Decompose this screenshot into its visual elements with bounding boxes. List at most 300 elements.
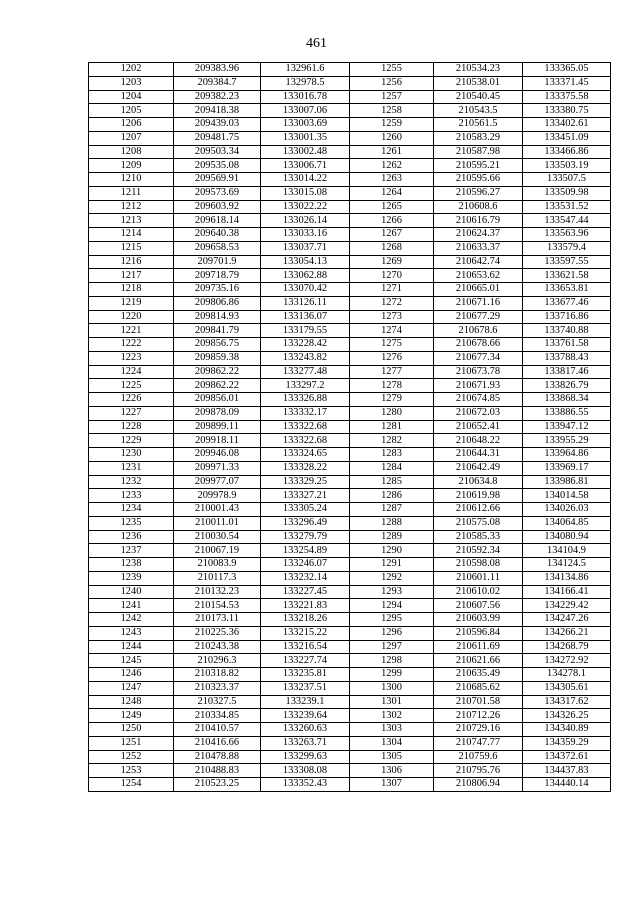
point-number-left-cell: 1223	[89, 351, 174, 365]
x-coordinate-right-cell: 210561.5	[434, 118, 523, 132]
table-row	[89, 200, 611, 214]
x-coordinate-right-cell: 210619.98	[434, 489, 523, 503]
x-coordinate-left-cell: 209481.75	[174, 131, 261, 145]
x-coordinate-left-cell: 209640.38	[174, 228, 261, 242]
y-coordinate-right-cell: 133621.58	[523, 269, 611, 283]
table-row	[89, 63, 611, 77]
x-coordinate-right-cell: 210534.23	[434, 63, 523, 77]
x-coordinate-left-cell: 210334.85	[174, 709, 261, 723]
y-coordinate-left-cell: 133054.13	[261, 255, 350, 269]
coordinates-table	[88, 62, 611, 792]
y-coordinate-right-cell: 133579.4	[523, 241, 611, 255]
table-row	[89, 613, 611, 627]
x-coordinate-right-cell: 210648.22	[434, 434, 523, 448]
point-number-left-cell: 1242	[89, 613, 174, 627]
x-coordinate-right-cell: 210634.8	[434, 475, 523, 489]
x-coordinate-right-cell: 210607.56	[434, 599, 523, 613]
x-coordinate-right-cell: 210712.26	[434, 709, 523, 723]
x-coordinate-left-cell: 209859.38	[174, 351, 261, 365]
table-row	[89, 448, 611, 462]
y-coordinate-right-cell: 134340.89	[523, 723, 611, 737]
point-number-left-cell: 1227	[89, 406, 174, 420]
table-row	[89, 379, 611, 393]
table-row	[89, 681, 611, 695]
y-coordinate-left-cell: 133263.71	[261, 736, 350, 750]
y-coordinate-left-cell: 133126.11	[261, 296, 350, 310]
point-number-left-cell: 1208	[89, 145, 174, 159]
x-coordinate-right-cell: 210677.34	[434, 351, 523, 365]
y-coordinate-right-cell: 133597.55	[523, 255, 611, 269]
table-row	[89, 159, 611, 173]
y-coordinate-left-cell: 132961.6	[261, 63, 350, 77]
y-coordinate-right-cell: 133503.19	[523, 159, 611, 173]
y-coordinate-right-cell: 133653.81	[523, 283, 611, 297]
x-coordinate-right-cell: 210644.31	[434, 448, 523, 462]
y-coordinate-right-cell: 133868.34	[523, 393, 611, 407]
point-number-right-cell: 1295	[350, 613, 434, 627]
point-number-right-cell: 1260	[350, 131, 434, 145]
x-coordinate-right-cell: 210701.58	[434, 695, 523, 709]
y-coordinate-left-cell: 133006.71	[261, 159, 350, 173]
y-coordinate-left-cell: 133022.22	[261, 200, 350, 214]
table-row	[89, 351, 611, 365]
table-row	[89, 90, 611, 104]
x-coordinate-right-cell: 210677.29	[434, 310, 523, 324]
point-number-left-cell: 1210	[89, 173, 174, 187]
point-number-right-cell: 1287	[350, 503, 434, 517]
point-number-left-cell: 1248	[89, 695, 174, 709]
x-coordinate-right-cell: 210596.27	[434, 186, 523, 200]
point-number-left-cell: 1231	[89, 461, 174, 475]
point-number-right-cell: 1262	[350, 159, 434, 173]
y-coordinate-right-cell: 134305.61	[523, 681, 611, 695]
point-number-left-cell: 1252	[89, 750, 174, 764]
y-coordinate-right-cell: 134372.61	[523, 750, 611, 764]
x-coordinate-left-cell: 210523.25	[174, 778, 261, 792]
y-coordinate-right-cell: 133761.58	[523, 338, 611, 352]
point-number-left-cell: 1235	[89, 516, 174, 530]
y-coordinate-right-cell: 134440.14	[523, 778, 611, 792]
x-coordinate-right-cell: 210633.37	[434, 241, 523, 255]
y-coordinate-right-cell: 133375.58	[523, 90, 611, 104]
y-coordinate-right-cell: 133563.96	[523, 228, 611, 242]
point-number-right-cell: 1289	[350, 530, 434, 544]
point-number-left-cell: 1205	[89, 104, 174, 118]
point-number-left-cell: 1243	[89, 626, 174, 640]
point-number-right-cell: 1299	[350, 668, 434, 682]
point-number-left-cell: 1251	[89, 736, 174, 750]
point-number-left-cell: 1213	[89, 214, 174, 228]
point-number-left-cell: 1250	[89, 723, 174, 737]
point-number-left-cell: 1228	[89, 420, 174, 434]
point-number-right-cell: 1256	[350, 76, 434, 90]
table-row	[89, 310, 611, 324]
point-number-right-cell: 1292	[350, 571, 434, 585]
y-coordinate-left-cell: 133243.82	[261, 351, 350, 365]
x-coordinate-left-cell: 209862.22	[174, 365, 261, 379]
y-coordinate-left-cell: 133326.88	[261, 393, 350, 407]
x-coordinate-right-cell: 210635.49	[434, 668, 523, 682]
x-coordinate-right-cell: 210598.08	[434, 558, 523, 572]
table-row	[89, 489, 611, 503]
point-number-left-cell: 1240	[89, 585, 174, 599]
y-coordinate-right-cell: 133986.81	[523, 475, 611, 489]
y-coordinate-left-cell: 133297.2	[261, 379, 350, 393]
table-row	[89, 461, 611, 475]
point-number-right-cell: 1300	[350, 681, 434, 695]
y-coordinate-right-cell: 133955.29	[523, 434, 611, 448]
x-coordinate-right-cell: 210759.6	[434, 750, 523, 764]
point-number-right-cell: 1266	[350, 214, 434, 228]
coordinates-table-body	[89, 63, 611, 792]
y-coordinate-right-cell: 134124.5	[523, 558, 611, 572]
x-coordinate-right-cell: 210806.94	[434, 778, 523, 792]
y-coordinate-right-cell: 133969.17	[523, 461, 611, 475]
y-coordinate-left-cell: 133296.49	[261, 516, 350, 530]
y-coordinate-right-cell: 133826.79	[523, 379, 611, 393]
point-number-right-cell: 1304	[350, 736, 434, 750]
point-number-right-cell: 1278	[350, 379, 434, 393]
y-coordinate-right-cell: 134272.92	[523, 654, 611, 668]
table-row	[89, 750, 611, 764]
y-coordinate-left-cell: 133322.68	[261, 434, 350, 448]
y-coordinate-left-cell: 133322.68	[261, 420, 350, 434]
x-coordinate-right-cell: 210611.69	[434, 640, 523, 654]
table-row	[89, 585, 611, 599]
y-coordinate-right-cell: 134080.94	[523, 530, 611, 544]
x-coordinate-left-cell: 209735.16	[174, 283, 261, 297]
y-coordinate-right-cell: 133466.86	[523, 145, 611, 159]
x-coordinate-left-cell: 210083.9	[174, 558, 261, 572]
y-coordinate-right-cell: 134014.58	[523, 489, 611, 503]
point-number-right-cell: 1276	[350, 351, 434, 365]
x-coordinate-left-cell: 209856.75	[174, 338, 261, 352]
x-coordinate-right-cell: 210674.85	[434, 393, 523, 407]
x-coordinate-left-cell: 209603.92	[174, 200, 261, 214]
x-coordinate-left-cell: 210478.88	[174, 750, 261, 764]
point-number-right-cell: 1267	[350, 228, 434, 242]
point-number-right-cell: 1290	[350, 544, 434, 558]
point-number-left-cell: 1218	[89, 283, 174, 297]
point-number-left-cell: 1232	[89, 475, 174, 489]
x-coordinate-left-cell: 209899.11	[174, 420, 261, 434]
y-coordinate-left-cell: 133216.54	[261, 640, 350, 654]
x-coordinate-left-cell: 209918.11	[174, 434, 261, 448]
y-coordinate-right-cell: 134359.29	[523, 736, 611, 750]
point-number-right-cell: 1286	[350, 489, 434, 503]
table-row	[89, 434, 611, 448]
y-coordinate-left-cell: 133254.89	[261, 544, 350, 558]
y-coordinate-right-cell: 133740.88	[523, 324, 611, 338]
point-number-right-cell: 1268	[350, 241, 434, 255]
point-number-left-cell: 1220	[89, 310, 174, 324]
y-coordinate-left-cell: 133007.06	[261, 104, 350, 118]
point-number-right-cell: 1307	[350, 778, 434, 792]
x-coordinate-right-cell: 210575.08	[434, 516, 523, 530]
y-coordinate-left-cell: 133015.08	[261, 186, 350, 200]
point-number-left-cell: 1212	[89, 200, 174, 214]
x-coordinate-left-cell: 210117.3	[174, 571, 261, 585]
point-number-left-cell: 1217	[89, 269, 174, 283]
point-number-left-cell: 1216	[89, 255, 174, 269]
point-number-right-cell: 1282	[350, 434, 434, 448]
x-coordinate-left-cell: 210001.43	[174, 503, 261, 517]
table-row	[89, 104, 611, 118]
point-number-left-cell: 1239	[89, 571, 174, 585]
point-number-right-cell: 1302	[350, 709, 434, 723]
x-coordinate-right-cell: 210665.01	[434, 283, 523, 297]
x-coordinate-right-cell: 210603.99	[434, 613, 523, 627]
table-row	[89, 269, 611, 283]
y-coordinate-right-cell: 133788.43	[523, 351, 611, 365]
x-coordinate-left-cell: 209971.33	[174, 461, 261, 475]
y-coordinate-left-cell: 133235.81	[261, 668, 350, 682]
point-number-right-cell: 1291	[350, 558, 434, 572]
x-coordinate-left-cell: 209806.86	[174, 296, 261, 310]
x-coordinate-left-cell: 209718.79	[174, 269, 261, 283]
x-coordinate-left-cell: 209569.91	[174, 173, 261, 187]
point-number-right-cell: 1258	[350, 104, 434, 118]
point-number-left-cell: 1226	[89, 393, 174, 407]
point-number-left-cell: 1241	[89, 599, 174, 613]
x-coordinate-left-cell: 209978.9	[174, 489, 261, 503]
point-number-left-cell: 1244	[89, 640, 174, 654]
y-coordinate-left-cell: 133352.43	[261, 778, 350, 792]
table-row	[89, 626, 611, 640]
x-coordinate-right-cell: 210595.66	[434, 173, 523, 187]
point-number-right-cell: 1298	[350, 654, 434, 668]
x-coordinate-left-cell: 210488.83	[174, 764, 261, 778]
x-coordinate-right-cell: 210678.66	[434, 338, 523, 352]
y-coordinate-left-cell: 133218.26	[261, 613, 350, 627]
x-coordinate-left-cell: 209383.96	[174, 63, 261, 77]
point-number-left-cell: 1225	[89, 379, 174, 393]
point-number-left-cell: 1221	[89, 324, 174, 338]
y-coordinate-right-cell: 133371.45	[523, 76, 611, 90]
point-number-right-cell: 1275	[350, 338, 434, 352]
table-row	[89, 76, 611, 90]
point-number-right-cell: 1285	[350, 475, 434, 489]
y-coordinate-right-cell: 134268.79	[523, 640, 611, 654]
table-row	[89, 475, 611, 489]
table-row	[89, 406, 611, 420]
table-row	[89, 255, 611, 269]
point-number-left-cell: 1234	[89, 503, 174, 517]
y-coordinate-left-cell: 133227.74	[261, 654, 350, 668]
table-row	[89, 599, 611, 613]
y-coordinate-left-cell: 133279.79	[261, 530, 350, 544]
x-coordinate-left-cell: 209418.38	[174, 104, 261, 118]
point-number-right-cell: 1263	[350, 173, 434, 187]
x-coordinate-left-cell: 209658.53	[174, 241, 261, 255]
table-row	[89, 736, 611, 750]
point-number-right-cell: 1261	[350, 145, 434, 159]
point-number-right-cell: 1297	[350, 640, 434, 654]
y-coordinate-left-cell: 133246.07	[261, 558, 350, 572]
table-row	[89, 296, 611, 310]
y-coordinate-left-cell: 133239.64	[261, 709, 350, 723]
y-coordinate-left-cell: 133003.69	[261, 118, 350, 132]
table-row	[89, 503, 611, 517]
table-row	[89, 668, 611, 682]
point-number-right-cell: 1305	[350, 750, 434, 764]
point-number-left-cell: 1219	[89, 296, 174, 310]
point-number-right-cell: 1296	[350, 626, 434, 640]
y-coordinate-left-cell: 133299.63	[261, 750, 350, 764]
x-coordinate-left-cell: 210067.19	[174, 544, 261, 558]
x-coordinate-left-cell: 210030.54	[174, 530, 261, 544]
point-number-right-cell: 1306	[350, 764, 434, 778]
y-coordinate-left-cell: 133033.16	[261, 228, 350, 242]
y-coordinate-left-cell: 133001.35	[261, 131, 350, 145]
y-coordinate-right-cell: 133380.75	[523, 104, 611, 118]
point-number-right-cell: 1279	[350, 393, 434, 407]
table-row	[89, 420, 611, 434]
x-coordinate-right-cell: 210685.62	[434, 681, 523, 695]
x-coordinate-left-cell: 209814.93	[174, 310, 261, 324]
y-coordinate-right-cell: 133817.46	[523, 365, 611, 379]
y-coordinate-right-cell: 134317.62	[523, 695, 611, 709]
x-coordinate-right-cell: 210673.78	[434, 365, 523, 379]
x-coordinate-right-cell: 210587.98	[434, 145, 523, 159]
y-coordinate-right-cell: 134229.42	[523, 599, 611, 613]
x-coordinate-right-cell: 210747.77	[434, 736, 523, 750]
x-coordinate-left-cell: 209618.14	[174, 214, 261, 228]
point-number-right-cell: 1281	[350, 420, 434, 434]
y-coordinate-left-cell: 133215.22	[261, 626, 350, 640]
table-row	[89, 131, 611, 145]
point-number-left-cell: 1247	[89, 681, 174, 695]
y-coordinate-right-cell: 134326.25	[523, 709, 611, 723]
y-coordinate-left-cell: 133221.83	[261, 599, 350, 613]
table-row	[89, 173, 611, 187]
x-coordinate-right-cell: 210624.37	[434, 228, 523, 242]
point-number-right-cell: 1280	[350, 406, 434, 420]
y-coordinate-left-cell: 133308.08	[261, 764, 350, 778]
table-row	[89, 709, 611, 723]
point-number-left-cell: 1206	[89, 118, 174, 132]
point-number-right-cell: 1293	[350, 585, 434, 599]
x-coordinate-left-cell: 209878.09	[174, 406, 261, 420]
x-coordinate-right-cell: 210612.66	[434, 503, 523, 517]
x-coordinate-right-cell: 210678.6	[434, 324, 523, 338]
point-number-left-cell: 1233	[89, 489, 174, 503]
y-coordinate-right-cell: 133451.09	[523, 131, 611, 145]
y-coordinate-right-cell: 133964.86	[523, 448, 611, 462]
y-coordinate-left-cell: 133232.14	[261, 571, 350, 585]
point-number-right-cell: 1255	[350, 63, 434, 77]
y-coordinate-left-cell: 133014.22	[261, 173, 350, 187]
y-coordinate-left-cell: 133002.48	[261, 145, 350, 159]
x-coordinate-left-cell: 209503.34	[174, 145, 261, 159]
table-row	[89, 723, 611, 737]
table-row	[89, 338, 611, 352]
x-coordinate-left-cell: 209977.07	[174, 475, 261, 489]
y-coordinate-left-cell: 133227.45	[261, 585, 350, 599]
y-coordinate-right-cell: 134278.1	[523, 668, 611, 682]
x-coordinate-right-cell: 210596.84	[434, 626, 523, 640]
point-number-right-cell: 1303	[350, 723, 434, 737]
table-row	[89, 544, 611, 558]
table-row	[89, 558, 611, 572]
x-coordinate-left-cell: 209701.9	[174, 255, 261, 269]
point-number-left-cell: 1237	[89, 544, 174, 558]
y-coordinate-right-cell: 133677.46	[523, 296, 611, 310]
point-number-left-cell: 1253	[89, 764, 174, 778]
y-coordinate-right-cell: 134064.85	[523, 516, 611, 530]
x-coordinate-left-cell: 210327.5	[174, 695, 261, 709]
x-coordinate-right-cell: 210616.79	[434, 214, 523, 228]
x-coordinate-left-cell: 210296.3	[174, 654, 261, 668]
y-coordinate-right-cell: 133402.61	[523, 118, 611, 132]
x-coordinate-right-cell: 210540.45	[434, 90, 523, 104]
point-number-left-cell: 1249	[89, 709, 174, 723]
page-number: 461	[306, 36, 327, 51]
y-coordinate-right-cell: 133886.55	[523, 406, 611, 420]
table-row	[89, 516, 611, 530]
x-coordinate-right-cell: 210642.74	[434, 255, 523, 269]
x-coordinate-left-cell: 209862.22	[174, 379, 261, 393]
x-coordinate-right-cell: 210610.02	[434, 585, 523, 599]
x-coordinate-left-cell: 210154.53	[174, 599, 261, 613]
table-row	[89, 530, 611, 544]
y-coordinate-left-cell: 133070.42	[261, 283, 350, 297]
table-row	[89, 640, 611, 654]
table-row	[89, 228, 611, 242]
point-number-right-cell: 1259	[350, 118, 434, 132]
x-coordinate-right-cell: 210652.41	[434, 420, 523, 434]
table-row	[89, 118, 611, 132]
y-coordinate-left-cell: 133332.17	[261, 406, 350, 420]
point-number-right-cell: 1271	[350, 283, 434, 297]
x-coordinate-right-cell: 210729.16	[434, 723, 523, 737]
x-coordinate-left-cell: 210225.36	[174, 626, 261, 640]
y-coordinate-right-cell: 133547.44	[523, 214, 611, 228]
point-number-left-cell: 1209	[89, 159, 174, 173]
y-coordinate-left-cell: 133026.14	[261, 214, 350, 228]
point-number-right-cell: 1265	[350, 200, 434, 214]
x-coordinate-right-cell: 210592.34	[434, 544, 523, 558]
y-coordinate-left-cell: 133305.24	[261, 503, 350, 517]
y-coordinate-right-cell: 134026.03	[523, 503, 611, 517]
y-coordinate-left-cell: 133328.22	[261, 461, 350, 475]
y-coordinate-right-cell: 134134.86	[523, 571, 611, 585]
table-row	[89, 283, 611, 297]
y-coordinate-right-cell: 134247.26	[523, 613, 611, 627]
point-number-right-cell: 1273	[350, 310, 434, 324]
point-number-right-cell: 1277	[350, 365, 434, 379]
point-number-right-cell: 1283	[350, 448, 434, 462]
point-number-left-cell: 1214	[89, 228, 174, 242]
x-coordinate-left-cell: 209535.08	[174, 159, 261, 173]
x-coordinate-right-cell: 210642.49	[434, 461, 523, 475]
y-coordinate-left-cell: 133062.88	[261, 269, 350, 283]
point-number-left-cell: 1215	[89, 241, 174, 255]
point-number-right-cell: 1269	[350, 255, 434, 269]
y-coordinate-right-cell: 133507.5	[523, 173, 611, 187]
point-number-left-cell: 1211	[89, 186, 174, 200]
x-coordinate-right-cell: 210608.6	[434, 200, 523, 214]
x-coordinate-left-cell: 210323.37	[174, 681, 261, 695]
y-coordinate-left-cell: 133179.55	[261, 324, 350, 338]
point-number-left-cell: 1230	[89, 448, 174, 462]
point-number-left-cell: 1202	[89, 63, 174, 77]
point-number-right-cell: 1264	[350, 186, 434, 200]
table-row	[89, 695, 611, 709]
x-coordinate-left-cell: 210416.66	[174, 736, 261, 750]
x-coordinate-left-cell: 209841.79	[174, 324, 261, 338]
table-row	[89, 241, 611, 255]
